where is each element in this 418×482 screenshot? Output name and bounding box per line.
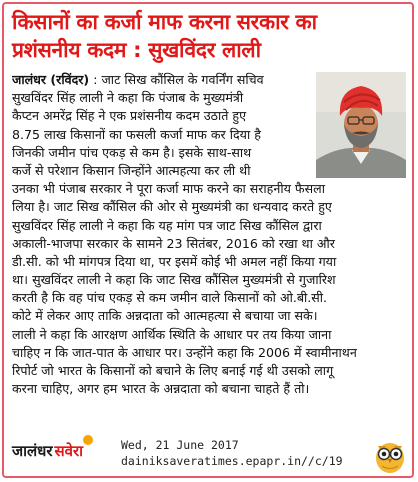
article-line: डी.सी. को भी मांगपत्र दिया था, पर इसमें कोई भी अमल नहीं किया गया (12, 253, 337, 269)
article-body (12, 71, 416, 398)
owl-icon (370, 436, 410, 474)
article-line: 8.75 लाख किसानों का फसली कर्जा माफ कर दिया है (12, 126, 261, 142)
headline-line: किसानों का कर्जा माफ करना सरकार का (12, 10, 317, 34)
newspaper-logo (12, 441, 83, 461)
article-line: कर्जे से परेशान किसान जिन्होंने आत्महत्या कर ली थी (12, 162, 251, 178)
publication-date: Wed, 21 June 2017 (121, 438, 239, 452)
article-line: लाली ने कहा कि आरक्षण आर्थिक स्थिति के आधार पर तय किया जाना (12, 326, 332, 342)
footer-bar (4, 438, 416, 478)
article-line: रिपोर्ट जो भारत के किसानों को बचाने के लिए बनाई गई थी उसको लागू (12, 363, 334, 378)
article-line: जिनकी जमीन पांच एकड़ से कम है। इसके साथ-साथ (12, 144, 252, 160)
article-line: उनका भी पंजाब सरकार ने पूरा कर्जा माफ करने का सराहनीय फैसला (12, 181, 325, 197)
headline (12, 8, 412, 64)
article-line (12, 71, 312, 89)
article-line: अकाली-भाजपा सरकार के सामने 23 सितंबर, 2016 को रखा था और (12, 235, 335, 251)
article-line-text: : जाट सिख कौंसिल के गवर्निंग सचिव (93, 72, 264, 87)
article-line: करती है कि वह पांच एकड़ से कम जमीन वाले किसानों को ओ.बी.सी. (12, 290, 328, 306)
article-line: था। सुखविंदर लाली ने कहा कि जाट सिख कौंसिल मुख्यमंत्री से गुजारिश (12, 272, 336, 288)
article-line: करना चाहिए, अगर हम भारत के अन्नदाता को बचाना चाहते हैं तो। (12, 381, 310, 397)
article-line: चाहिए न कि जात-पात के आधार पर। उन्होंने कहा कि 2006 में स्वामीनाथन (12, 344, 357, 360)
article-line: सुखविंदर सिंह लाली ने कहा कि यह मांग पत्र जाट सिख कौंसिल द्वारा (12, 217, 322, 233)
newspaper-clipping (2, 2, 414, 478)
dateline: जालंधर (रविंदर) (12, 72, 90, 87)
sun-icon (83, 435, 93, 445)
article-line: सुखविंदर सिंह लाली ने कहा कि पंजाब के मुख्यमंत्री (12, 90, 244, 106)
logo-text-jalandhar: जालंधर (12, 442, 53, 460)
logo-text-savera (55, 441, 84, 461)
article-line: कोटे में लेकर आए ताकि अन्नदाता को आत्महत्या से बचाया जा सके। (12, 308, 318, 324)
article-line: कैप्टन अमरेंद्र सिंह ने एक प्रशंसनीय कदम उठाते हुए (12, 108, 247, 124)
headline-line: प्रशंसनीय कदम : सुखविंदर लाली (12, 38, 261, 62)
article-line: लिया है। जाट सिख कौंसिल की ओर से मुख्यमंत्री का धन्यवाद करते हुए (12, 199, 332, 215)
epaper-url[interactable]: dainiksaveratimes.epapr.in//c/19 (121, 454, 343, 468)
logo-text-savera-word: सवेरा (54, 442, 84, 460)
